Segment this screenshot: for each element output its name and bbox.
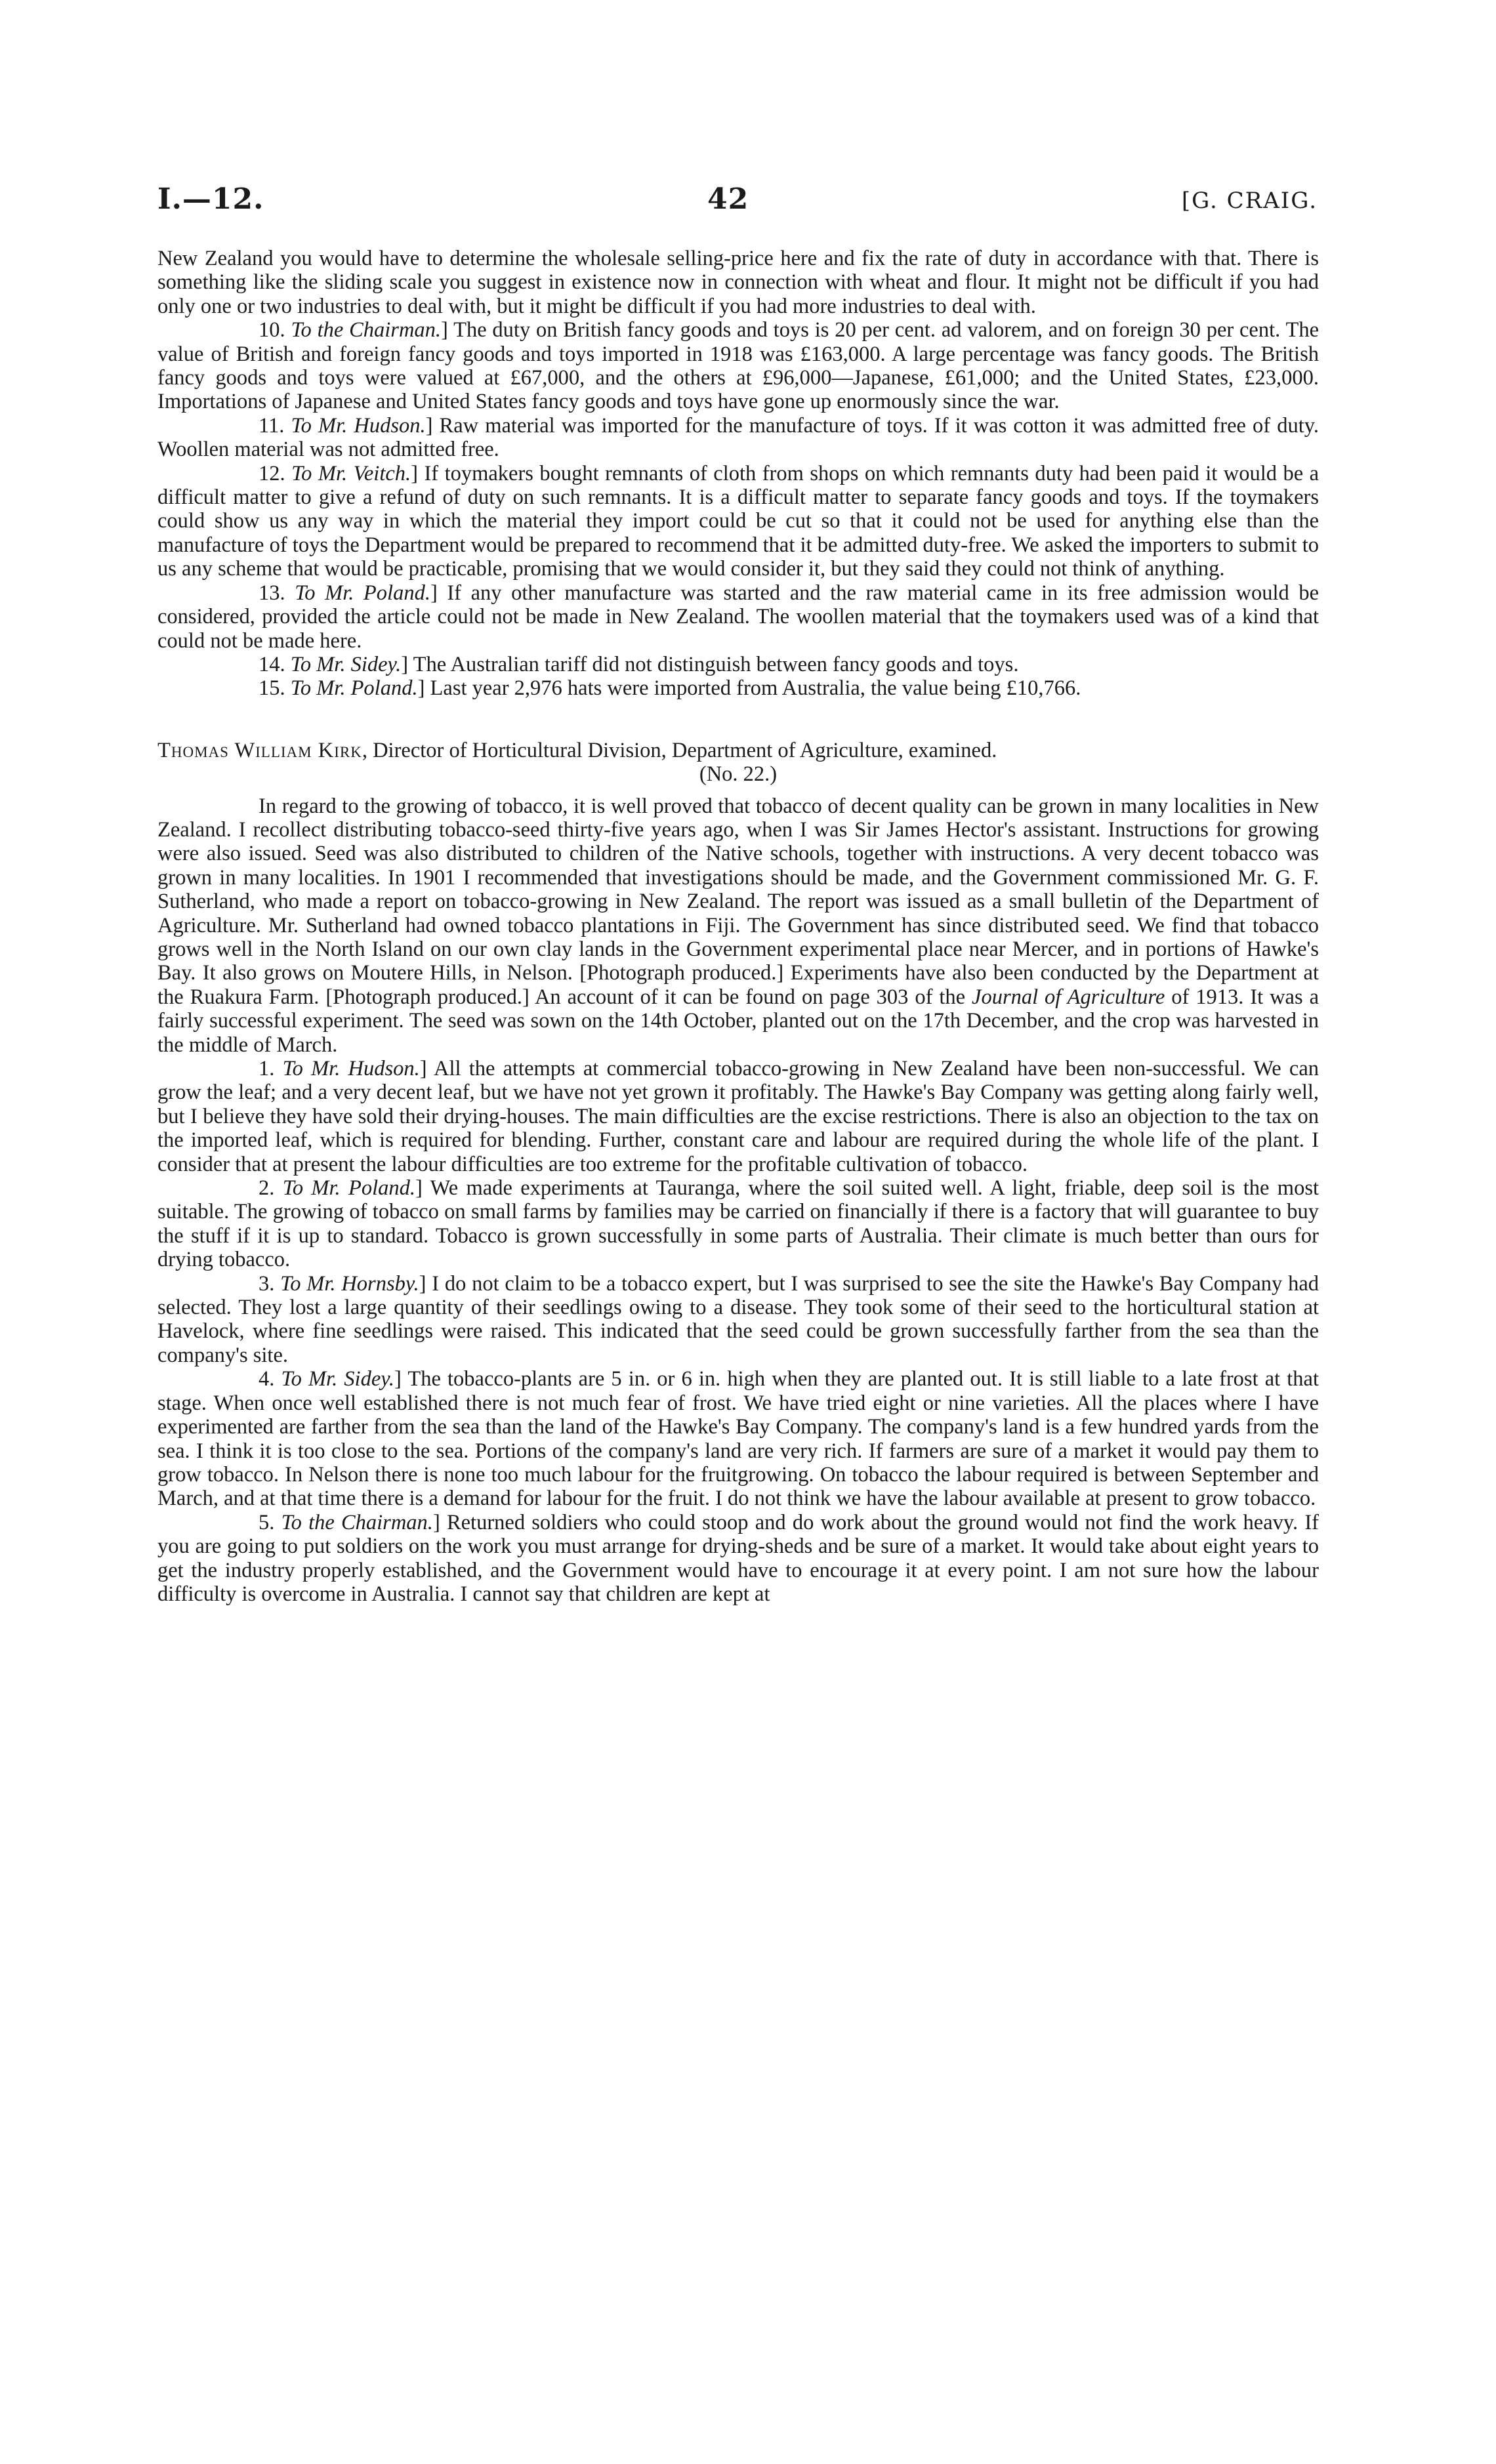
witness-title: , Director of Horticultural Division, Department of Agriculture, examined. (362, 738, 997, 762)
paragraph-k5: 5. To the Chairman.] Returned soldiers who could stoop and do work about the ground would not find the work heavy. If you are going to put soldiers on the work you must arrange for drying-sheds and be sure of a market. It would take about eight years to get the industry properly established, and the Government would have to encourage it at every point. I am not sure how the labour difficulty is overcome in Australia. I cannot say that children are kept at (157, 1510, 1319, 1606)
paragraph-continued: New Zealand you would have to determine the wholesale selling-price here and fix the rate of duty in accordance with that. There is something like the sliding scale you suggest in existence now in connection with wheat and flour. It might not be difficult if you had only one or two industries to deal with, but it might be difficult if you had more industries to deal with. (157, 247, 1319, 318)
paragraph-q15: 15. To Mr. Poland.] Last year 2,976 hats were imported from Australia, the value being £10,766. (259, 676, 1081, 701)
document-body (157, 247, 1319, 1606)
paragraph-q11: 11. To Mr. Hudson.] Raw material was imported for the manufacture of toys. If it was cotton it was admitted free of duty. Woollen material was not admitted free. (157, 413, 1319, 462)
paragraph-k1: 1. To Mr. Hudson.] All the attempts at commercial tobacco-growing in New Zealand have been non-successful. We can grow the leaf; and a very decent leaf, but we have not yet grown it profitably. The Hawke's Bay Company was getting along fairly well, but I believe they have sold their drying-houses. The main difficulties are the excise restrictions. There is also an objection to the tax on the imported leaf, which is required for blending. Further, constant care and labour are required during the whole life of the plant. I consider that at present the labour difficulties are too extreme for the profitable cultivation of tobacco. (157, 1057, 1319, 1176)
witness-number: (No. 22.) (699, 762, 778, 787)
paragraph-q14: 14. To Mr. Sidey.] The Australian tariff did not distinguish between fancy goods and toys. (259, 652, 1019, 676)
paragraph-kirk-intro: In regard to the growing of tobacco, it is well proved that tobacco of decent quality can be grown in many localities in New Zealand. I recollect distributing tobacco-seed thirty-five years ago, when I was Sir James Hector's assistant. Instructions for growing were also issued. Seed was also distributed to children of the Native schools, together with instructions. A very decent tobacco was grown in many localities. In 1901 I recommended that investigations should be made, and the Government commissioned Mr. G. F. Sutherland, who made a report on tobacco-growing in New Zealand. The report was issued as a small bulletin of the Department of Agriculture. Mr. Sutherland had owned tobacco plantations in Fiji. The Government has since distributed seed. We find that tobacco grows well in the North Island on our own clay lands in the Government experimental place near Mercer, and in portions of Hawke's Bay. It also grows on Moutere Hills, in Nelson. [Photograph produced.] Experiments have also been conducted by the Department at the Ruakura Farm. [Photograph produced.] An account of it can be found on page 303 of the Journal of Agriculture of 1913. It was a fairly successful experiment. The seed was sown on the 14th October, planted out on the 17th December, and the crop was harvested in the middle of March. (157, 794, 1319, 1057)
paragraph-k2: 2. To Mr. Poland.] We made experiments at Tauranga, where the soil suited well. A light, friable, deep soil is the most suitable. The growing of tobacco on small farms by families may be carried on financially if there is a factory that will guarantee to buy the stuff if it is up to standard. Tobacco is grown successfully in some parts of Australia. Their climate is much better than ours for drying tobacco. (157, 1176, 1319, 1272)
paragraph-q13: 13. To Mr. Poland.] If any other manufacture was started and the raw material came in its free admission would be considered, provided the article could not be made in New Zealand. The woollen material that the toymakers used was of a kind that could not be made here. (157, 581, 1319, 653)
paragraph-k3: 3. To Mr. Hornsby.] I do not claim to be a tobacco expert, but I was surprised to see the site the Hawke's Bay Company had selected. They lost a large quantity of their seedlings owing to a disease. They took some of their seed to the horticultural station at Havelock, where fine seedlings were raised. This indicated that the seed could be grown successfully farther from the sea than the company's site. (157, 1271, 1319, 1367)
witness-heading (157, 739, 1319, 762)
page-ref-left: I.—12. (157, 182, 264, 216)
paragraph-q12: 12. To Mr. Veitch.] If toymakers bought remnants of cloth from shops on which remnants duty had been paid it would be a difficult matter to give a refund of duty on such remnants. It is a difficult matter to separate fancy goods and toys. If the toymakers could show us any way in which the material they import could be cut so that it could not be used for anything else than the manufacture of toys the Department would be prepared to recommend that it be admitted duty-free. We asked the importers to submit to us any scheme that would be practicable, promising that we would consider it, but they said they could not think of anything. (157, 461, 1319, 581)
witness-name: Thomas William Kirk (157, 738, 362, 762)
page-number: 42 (707, 182, 749, 216)
paragraph-k4: 4. To Mr. Sidey.] The tobacco-plants are 5 in. or 6 in. high when they are planted out. It is still liable to a late frost at that stage. When once well established there is not much fear of frost. We have tried eight or nine varieties. All the places where I have experimented are farther from the sea than the land of the Hawke's Bay Company. The company's land is a few hundred yards from the sea. I think it is too close to the sea. Portions of the company's land are very rich. If farmers are sure of a market it would pay them to grow tobacco. In Nelson there is none too much labour for the fruitgrowing. On tobacco the labour required is between September and March, and at that time there is a demand for labour for the fruit. I do not think we have the labour available at present to grow tobacco. (157, 1367, 1319, 1511)
paragraph-q10: 10. To the Chairman.] The duty on British fancy goods and toys is 20 per cent. ad valorem, and on foreign 30 per cent. The value of British and foreign fancy goods and toys imported in 1918 was £163,000. A large percentage was fancy goods. The British fancy goods and toys were valued at £67,000, and the others at £96,000—Japanese, £61,000; and the United States, £23,000. Importations of Japanese and United States fancy goods and toys have gone up enormously since the war. (157, 318, 1319, 414)
witness-ref-right: [G. CRAIG. (1181, 188, 1318, 214)
